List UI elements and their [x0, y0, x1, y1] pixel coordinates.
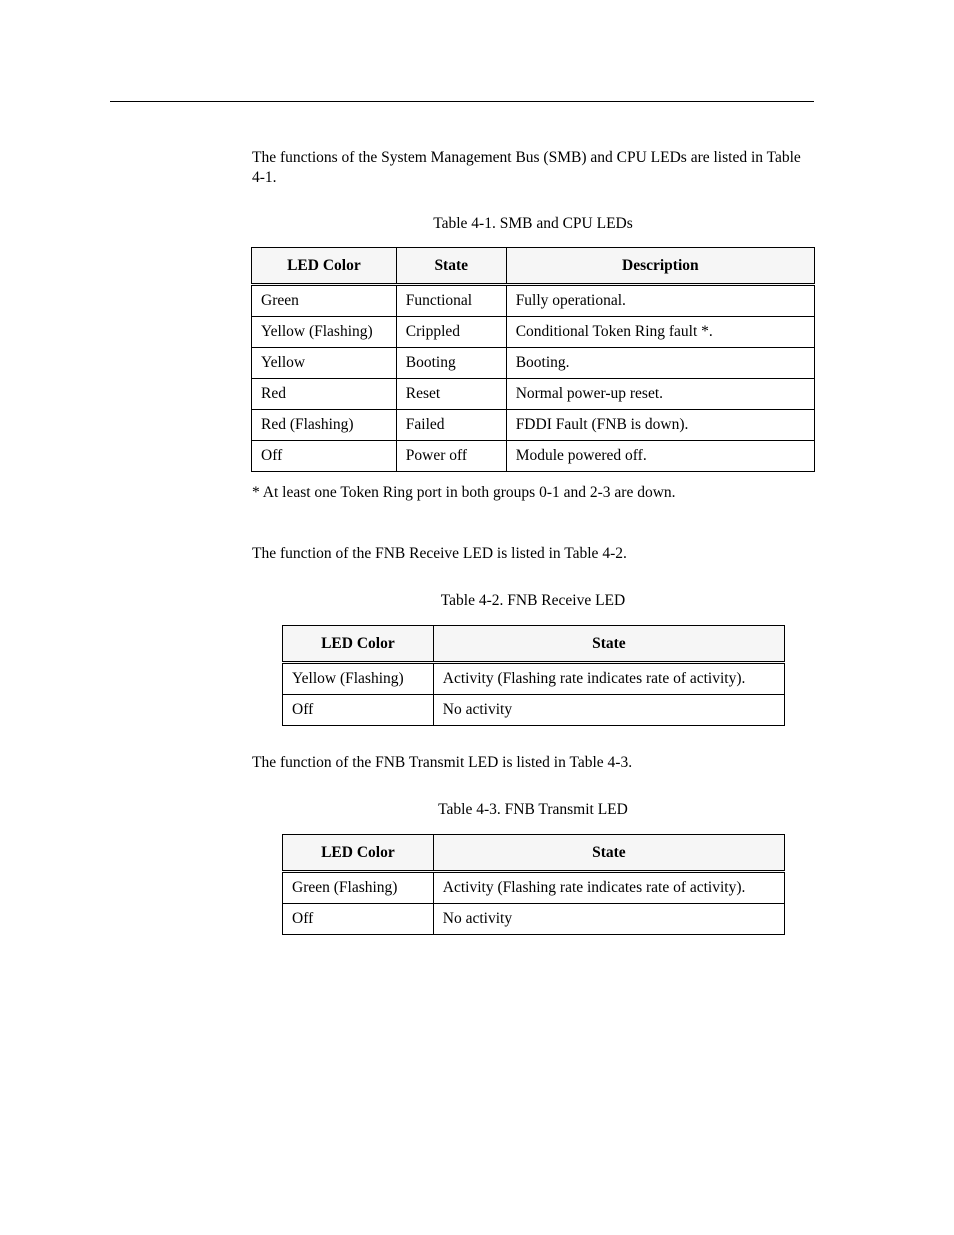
- cell-description: Conditional Token Ring fault *.: [506, 317, 814, 348]
- column-header-state: State: [396, 248, 506, 285]
- table-1-footnote: * At least one Token Ring port in both groups 0-1 and 2-3 are down.: [252, 484, 676, 501]
- table-2-caption: Table 4-2. FNB Receive LED: [440, 592, 626, 609]
- table-3-caption: Table 4-3. FNB Transmit LED: [438, 801, 628, 818]
- column-header-description: Description: [506, 248, 814, 285]
- table-row: [283, 695, 785, 726]
- table-row: [252, 285, 815, 317]
- cell-led-color: Off: [283, 695, 434, 726]
- cell-description: Normal power-up reset.: [506, 379, 814, 410]
- cell-led-color: Off: [283, 904, 434, 935]
- table-row: [252, 441, 815, 472]
- cell-led-color: Green (Flashing): [283, 872, 434, 904]
- cell-state: Reset: [396, 379, 506, 410]
- cell-led-color: Yellow (Flashing): [283, 663, 434, 695]
- cell-state: No activity: [433, 904, 784, 935]
- intro-paragraph-1: The functions of the System Management Bus (SMB) and CPU LEDs are listed in Table 4-1.: [252, 149, 801, 186]
- column-header-state: State: [433, 626, 784, 663]
- cell-description: Booting.: [506, 348, 814, 379]
- cell-led-color: Off: [252, 441, 397, 472]
- table-row: [252, 348, 815, 379]
- table-row: [283, 872, 785, 904]
- cell-state: Activity (Flashing rate indicates rate of activity).: [433, 663, 784, 695]
- table-row: [283, 904, 785, 935]
- cell-description: Fully operational.: [506, 285, 814, 317]
- cell-state: Power off: [396, 441, 506, 472]
- table-2-fnb-receive-led: [282, 625, 785, 726]
- table-row: [283, 663, 785, 695]
- table-3-fnb-transmit-led: [282, 834, 785, 935]
- cell-state: Crippled: [396, 317, 506, 348]
- cell-led-color: Yellow (Flashing): [252, 317, 397, 348]
- header-rule: [110, 101, 814, 102]
- column-header-led-color: LED Color: [252, 248, 397, 285]
- cell-description: FDDI Fault (FNB is down).: [506, 410, 814, 441]
- table-header-row: [283, 835, 785, 872]
- cell-led-color: Red (Flashing): [252, 410, 397, 441]
- intro-paragraph-2: The function of the FNB Receive LED is listed in Table 4-2.: [252, 545, 627, 562]
- table-row: [252, 317, 815, 348]
- table-header-row: [283, 626, 785, 663]
- column-header-led-color: LED Color: [283, 626, 434, 663]
- cell-state: Failed: [396, 410, 506, 441]
- intro-paragraph-3: The function of the FNB Transmit LED is listed in Table 4-3.: [252, 754, 633, 771]
- cell-led-color: Green: [252, 285, 397, 317]
- cell-state: Functional: [396, 285, 506, 317]
- cell-state: No activity: [433, 695, 784, 726]
- table-1-smb-cpu-leds: [251, 247, 815, 472]
- cell-description: Module powered off.: [506, 441, 814, 472]
- table-row: [252, 410, 815, 441]
- cell-state: Booting: [396, 348, 506, 379]
- cell-led-color: Yellow: [252, 348, 397, 379]
- table-1-caption: Table 4-1. SMB and CPU LEDs: [433, 215, 633, 232]
- cell-state: Activity (Flashing rate indicates rate of activity).: [433, 872, 784, 904]
- column-header-state: State: [433, 835, 784, 872]
- cell-led-color: Red: [252, 379, 397, 410]
- table-header-row: [252, 248, 815, 285]
- column-header-led-color: LED Color: [283, 835, 434, 872]
- table-row: [252, 379, 815, 410]
